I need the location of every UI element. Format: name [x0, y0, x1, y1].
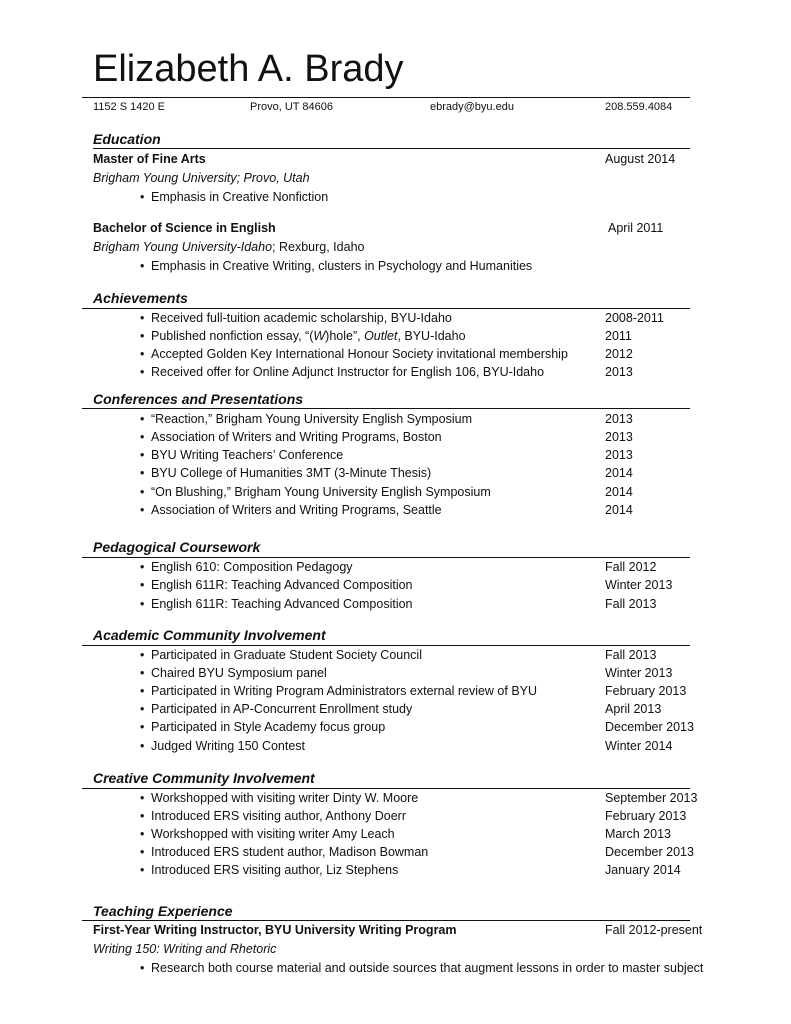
pedagogical-divider — [82, 557, 690, 558]
conference-date: 2014 — [605, 503, 633, 517]
achievement-item: • Accepted Golden Key International Honour Society invitational membership — [140, 347, 568, 361]
conferences-divider — [82, 408, 690, 409]
section-heading-pedagogical: Pedagogical Coursework — [93, 539, 261, 555]
conference-date: 2013 — [605, 448, 633, 462]
conference-item: • BYU Writing Teachers’ Conference — [140, 448, 343, 462]
conference-item: • “Reaction,” Brigham Young University English Symposium — [140, 412, 472, 426]
creative-date: February 2013 — [605, 809, 687, 823]
course-date: Fall 2012 — [605, 560, 657, 574]
essay-text: )hole”, — [325, 329, 365, 343]
conference-item: • Association of Writers and Writing Programs, Seattle — [140, 503, 442, 517]
achievement-date: 2008-2011 — [605, 311, 664, 325]
conference-date: 2014 — [605, 485, 633, 499]
degree-school: Brigham Young University; Provo, Utah — [93, 171, 310, 185]
conference-date: 2014 — [605, 466, 633, 480]
involvement-item: • Participated in Graduate Student Society Council — [140, 648, 422, 662]
essay-text: , BYU-Idaho — [397, 329, 466, 343]
degree-date: April 2011 — [608, 221, 664, 235]
degree-title: Bachelor of Science in English — [93, 221, 276, 235]
conference-date: 2013 — [605, 412, 633, 426]
section-heading-conferences: Conferences and Presentations — [93, 391, 304, 407]
creative-date: March 2013 — [605, 827, 672, 841]
degree-bullet: • Emphasis in Creative Writing, clusters in Psychology and Humanities — [140, 259, 532, 273]
involvement-date: Fall 2013 — [605, 648, 657, 662]
creative-item: • Introduced ERS visiting author, Anthony Doerr — [140, 809, 406, 823]
section-heading-creative: Creative Community Involvement — [93, 770, 315, 786]
teaching-bullet: • Research both course material and outside sources that augment lessons in order to master subject — [140, 961, 703, 975]
creative-item: • Introduced ERS student author, Madison Bowman — [140, 845, 428, 859]
section-heading-teaching: Teaching Experience — [93, 903, 233, 919]
contact-address: 1152 S 1420 E — [93, 101, 165, 113]
journal-name: Outlet — [364, 329, 398, 343]
achievement-item — [140, 329, 466, 343]
conference-item: • Association of Writers and Writing Programs, Boston — [140, 430, 442, 444]
creative-date: January 2014 — [605, 863, 681, 877]
course-item: • English 611R: Teaching Advanced Composition — [140, 597, 413, 611]
section-heading-achievements: Achievements — [93, 290, 188, 306]
creative-item: • Workshopped with visiting writer Dinty W. Moore — [140, 791, 418, 805]
achievement-item: • Received full-tuition academic scholarship, BYU-Idaho — [140, 311, 452, 325]
achievement-item: • Received offer for Online Adjunct Instructor for English 106, BYU-Idaho — [140, 365, 544, 379]
conference-date: 2013 — [605, 430, 633, 444]
involvement-date: February 2013 — [605, 684, 687, 698]
achievement-date: 2011 — [605, 329, 632, 343]
degree-school-name: Brigham Young University-Idaho — [93, 240, 273, 254]
involvement-item: • Participated in AP-Concurrent Enrollment study — [140, 702, 412, 716]
involvement-date: Winter 2013 — [605, 666, 673, 680]
degree-date: August 2014 — [605, 152, 676, 166]
course-item: • English 610: Composition Pedagogy — [140, 560, 353, 574]
involvement-date: Winter 2014 — [605, 739, 673, 753]
contact-email: ebrady@byu.edu — [430, 101, 514, 113]
involvement-item: • Participated in Style Academy focus group — [140, 720, 385, 734]
degree-title: Master of Fine Arts — [93, 152, 206, 166]
essay-text: Published nonfiction essay, “( — [151, 329, 314, 343]
involvement-item: • Chaired BYU Symposium panel — [140, 666, 327, 680]
academic-divider — [82, 645, 690, 646]
achievement-date: 2012 — [605, 347, 633, 361]
creative-date: September 2013 — [605, 791, 698, 805]
involvement-item: • Participated in Writing Program Administrators external review of BYU — [140, 684, 537, 698]
creative-item: • Workshopped with visiting writer Amy Leach — [140, 827, 395, 841]
essay-title-italic: W — [313, 329, 326, 343]
course-item: • English 611R: Teaching Advanced Composition — [140, 578, 413, 592]
contact-phone: 208.559.4084 — [605, 101, 673, 113]
achievements-divider — [82, 308, 690, 309]
teaching-divider — [82, 920, 690, 921]
section-heading-academic: Academic Community Involvement — [93, 627, 326, 643]
section-heading-education: Education — [93, 131, 161, 147]
creative-divider — [82, 788, 690, 789]
involvement-item: • Judged Writing 150 Contest — [140, 739, 305, 753]
header-divider — [82, 97, 690, 98]
course-date: Winter 2013 — [605, 578, 673, 592]
education-divider — [93, 148, 690, 149]
degree-school-location: ; Rexburg, Idaho — [272, 240, 365, 254]
resume-name: Elizabeth A. Brady — [93, 48, 404, 90]
creative-item: • Introduced ERS visiting author, Liz Stephens — [140, 863, 398, 877]
involvement-date: April 2013 — [605, 702, 662, 716]
teaching-course: Writing 150: Writing and Rhetoric — [93, 942, 277, 956]
degree-bullet: • Emphasis in Creative Nonfiction — [140, 190, 328, 204]
teaching-position: First-Year Writing Instructor, BYU University Writing Program — [93, 923, 457, 937]
creative-date: December 2013 — [605, 845, 694, 859]
contact-city: Provo, UT 84606 — [250, 101, 333, 113]
conference-item: • “On Blushing,” Brigham Young University English Symposium — [140, 485, 491, 499]
course-date: Fall 2013 — [605, 597, 657, 611]
teaching-date: Fall 2012-present — [605, 923, 703, 937]
involvement-date: December 2013 — [605, 720, 694, 734]
conference-item: • BYU College of Humanities 3MT (3-Minute Thesis) — [140, 466, 431, 480]
achievement-date: 2013 — [605, 365, 633, 379]
degree-school — [93, 240, 364, 254]
